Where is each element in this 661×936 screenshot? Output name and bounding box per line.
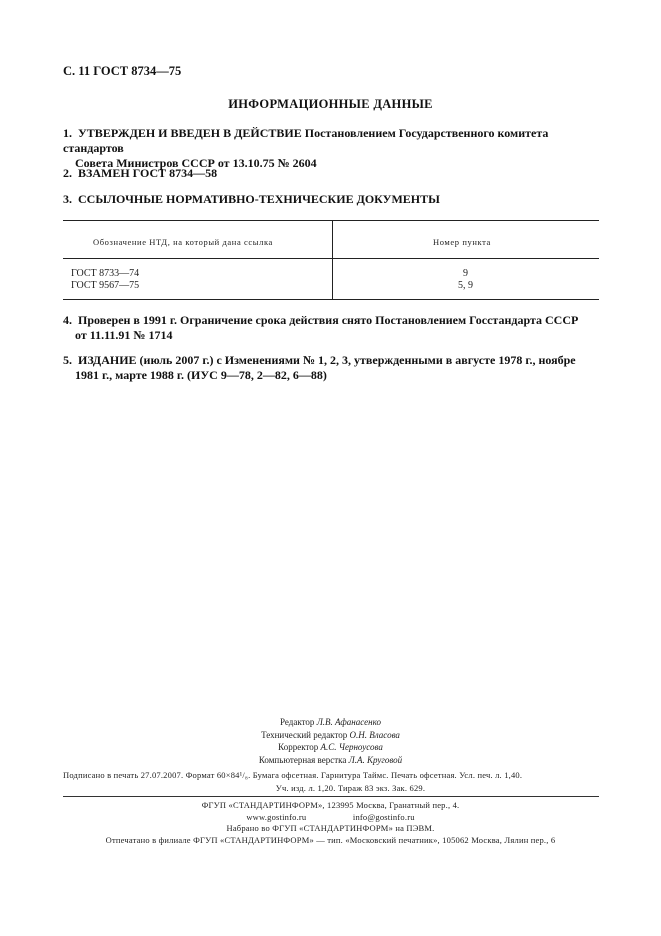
item-number: 3. (63, 192, 72, 206)
item-number: 2. (63, 166, 72, 180)
page-header: С. 11 ГОСТ 8734—75 (63, 64, 182, 78)
credit-line (0, 729, 661, 742)
item-text-continued: от 11.11.91 № 1714 (75, 328, 173, 342)
item-text: ССЫЛОЧНЫЕ НОРМАТИВНО-ТЕХНИЧЕСКИЕ ДОКУМЕНТЫ (78, 192, 440, 206)
credit-line (0, 716, 661, 729)
publisher-info (0, 800, 661, 846)
section-title: ИНФОРМАЦИОННЫЕ ДАННЫЕ (228, 97, 433, 111)
table-cell-document: ГОСТ 8733—74 (71, 268, 140, 279)
info-item-1 (63, 126, 601, 171)
item-text-continued: 1981 г., марте 1988 г. (ИУС 9—78, 2—82, 6—88) (75, 368, 327, 382)
item-text: ВЗАМЕН ГОСТ 8734—58 (78, 166, 218, 180)
table-header-rule (63, 258, 599, 259)
credit-role: Корректор (278, 742, 319, 752)
item-text: УТВЕРЖДЕН И ВВЕДЕН В ДЕЙСТВИЕ Постановлением Государственного комитета стандартов (63, 126, 549, 155)
info-item-3 (63, 192, 601, 207)
publisher-typeset: Набрано во ФГУП «СТАНДАРТИНФОРМ» на ПЭВМ. (226, 823, 435, 833)
footer-rule (63, 796, 599, 797)
credit-name: Л.А. Круговой (348, 754, 403, 765)
item-text: Проверен в 1991 г. Ограничение срока действия снято Постановлением Госстандарта СССР (78, 313, 579, 327)
credit-role: Технический редактор (261, 729, 348, 740)
publisher-printed: Отпечатано в филиале ФГУП «СТАНДАРТИНФОРМ» — тип. «Московский печатник», 105062 Москва, Лялин пер., 6 (105, 834, 556, 845)
table-header-document: Обозначение НТД, на который дана ссылка (93, 237, 273, 247)
table-top-rule (63, 220, 599, 221)
credit-line (0, 754, 661, 767)
table-cell-clause: 9 (463, 268, 468, 279)
credit-role: Компьютерная верстка (258, 754, 347, 765)
reference-table (63, 220, 599, 300)
table-bottom-rule (63, 299, 599, 300)
credit-name: Л.В. Афанасенко (316, 717, 381, 727)
print-details-continued: Уч. изд. л. 1,20. Тираж 83 экз. Зак. 629. (275, 783, 426, 793)
table-header-clause: Номер пункта (433, 237, 491, 247)
info-item-5 (63, 353, 601, 383)
publisher-address: ФГУП «СТАНДАРТИНФОРМ», 123995 Москва, Гранатный пер., 4. (201, 800, 460, 810)
table-cell-document: ГОСТ 9567—75 (71, 280, 140, 291)
item-number: 5. (63, 353, 72, 367)
credit-role: Редактор (280, 717, 315, 727)
editorial-credits (0, 716, 661, 766)
item-number: 1. (63, 126, 72, 140)
table-cell-clause: 5, 9 (458, 280, 473, 291)
item-text: ИЗДАНИЕ (июль 2007 г.) с Изменениями № 1, 2, 3, утвержденными в августе 1978 г., ноябре (78, 353, 576, 367)
credit-name: О.Н. Власова (349, 729, 400, 740)
credit-line (0, 741, 661, 754)
info-item-4 (63, 313, 601, 343)
item-text-continued: Совета Министров СССР от 13.10.75 № 2604 (75, 156, 317, 170)
info-item-2 (63, 166, 601, 181)
item-number: 4. (63, 313, 72, 327)
print-details: Подписано в печать 27.07.2007. Формат 60×84¹/₈. Бумага офсетная. Гарнитура Таймс. Печать офсетная. Усл. печ. л. 1,40. (63, 770, 523, 780)
publisher-web: www.gostinfo.ru info@gostinfo.ru (246, 811, 415, 822)
credit-name: А.С. Черноусова (320, 742, 383, 752)
